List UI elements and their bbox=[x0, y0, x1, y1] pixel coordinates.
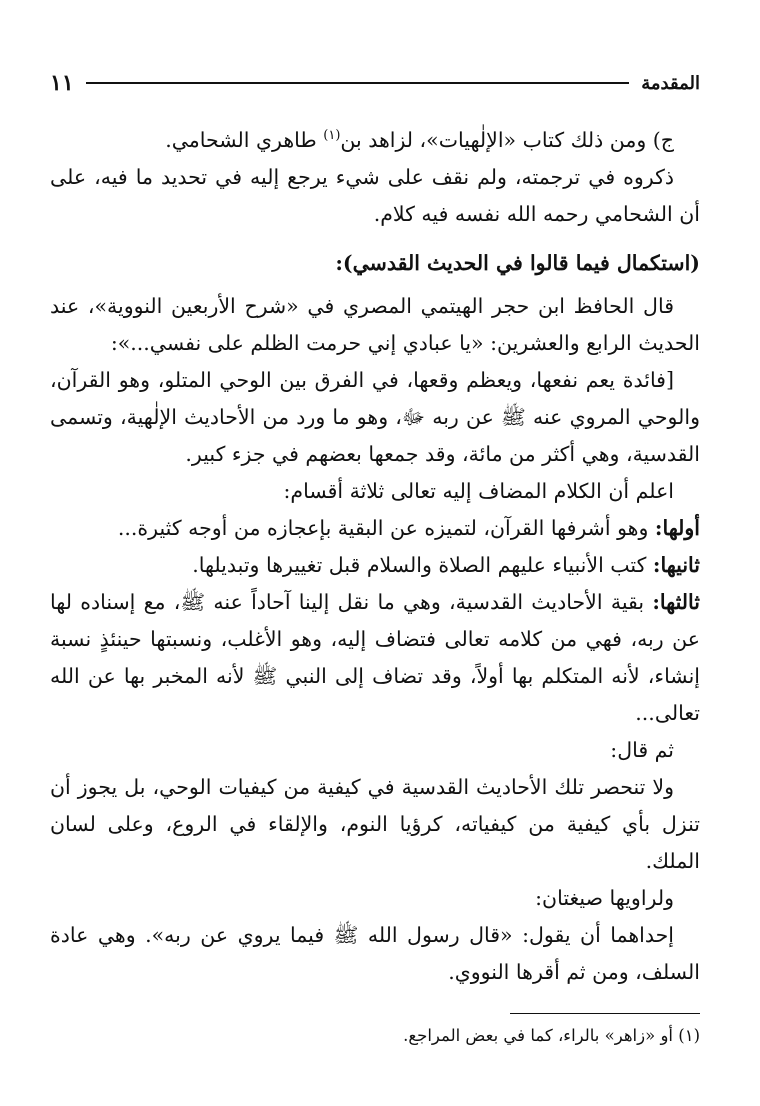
paragraph: اعلم أن الكلام المضاف إليه تعالى ثلاثة أقسام: bbox=[283, 479, 674, 503]
section-heading: (استكمال فيما قالوا في الحديث القدسي): bbox=[335, 251, 700, 275]
page-body bbox=[50, 122, 700, 991]
header-rule bbox=[86, 82, 630, 84]
book-page bbox=[50, 66, 700, 1050]
division-text: كتب الأنبياء عليهم الصلاة والسلام قبل تغييرها وتبديلها. bbox=[192, 553, 653, 577]
division-label: ثانيها: bbox=[652, 553, 700, 577]
paragraph-text: ج) ومن ذلك كتاب «الإلٰهيات»، لزاهد بن bbox=[340, 128, 674, 152]
division-text: وهو أشرفها القرآن، لتميزه عن البقية بإعجازه من أوجه كثيرة... bbox=[117, 516, 655, 540]
page-number: ١١ bbox=[50, 70, 74, 96]
footnote-separator bbox=[510, 1013, 700, 1014]
running-header bbox=[50, 66, 700, 100]
paragraph: قال الحافظ ابن حجر الهيتمي المصري في «شرح الأربعين النووية»، عند الحديث الرابع والعشرين: «يا عبادي إني حرمت الظلم على نفسي...»: bbox=[50, 294, 700, 355]
paragraph: ولا تنحصر تلك الأحاديث القدسية في كيفية من كيفيات الوحي، بل يجوز أن تنزل بأي كيفية من كيفياته، كرؤيا النوم، والإلقاء في الروع، وعلى لسان الملك. bbox=[50, 775, 700, 873]
paragraph: إحداهما أن يقول: «قال رسول الله ﷺ فيما يروي عن ربه». وهي عادة السلف، ومن ثم أقرها النووي. bbox=[50, 923, 700, 984]
paragraph: ذكروه في ترجمته، ولم نقف على شيء يرجع إليه في تحديد ما فيه، على أن الشحامي رحمه الله نفسه فيه كلام. bbox=[50, 165, 700, 226]
section-title: المقدمة bbox=[641, 72, 700, 94]
paragraph-item-c bbox=[50, 122, 700, 159]
division-text: بقية الأحاديث القدسية، وهي ما نقل إلينا آحاداً عنه ﷺ، مع إسناده لها عن ربه، فهي من كلامه تعالى فتضاف إليه، وهو الأغلب، ونسبتها حينئذٍ نسبة إنشاء، لأنه المتكلم بها أولاً، وقد تضاف إلى النبي ﷺ لأنه المخبر بها عن الله تعالى... bbox=[50, 590, 700, 725]
paragraph-text: طاهري الشحامي. bbox=[165, 128, 324, 152]
division-second bbox=[50, 547, 700, 584]
division-label: ثالثها: bbox=[652, 590, 700, 614]
paragraph: ولراويها صيغتان: bbox=[535, 886, 674, 910]
footnote-reference: (١) bbox=[323, 128, 341, 144]
footnote: (١) أو «زاهر» بالراء، كما في بعض المراجع. bbox=[403, 1026, 700, 1045]
division-first bbox=[50, 510, 700, 547]
division-label: أولها: bbox=[654, 516, 700, 540]
quotation-paragraph: [فائدة يعم نفعها، ويعظم وقعها، في الفرق بين الوحي المتلو، وهو القرآن، والوحي المروي عنه ﷺ عن ربه ﷻ، وهو ما ورد من الأحاديث الإلٰهية، وتسمى القدسية، وهي أكثر من مائة، وقد جمعها بعضهم في جزء كبير. bbox=[50, 368, 700, 466]
paragraph: ثم قال: bbox=[610, 738, 674, 762]
division-third bbox=[50, 584, 700, 732]
